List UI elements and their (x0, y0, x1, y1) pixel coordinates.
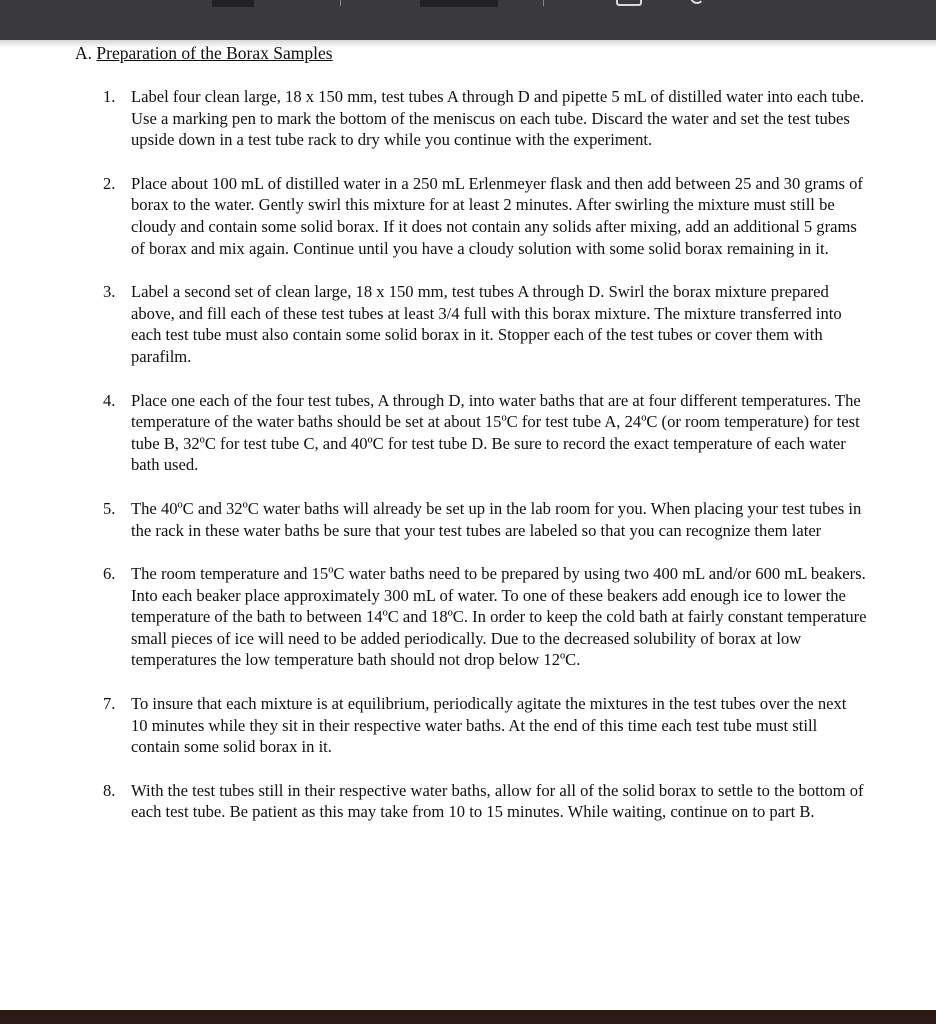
desktop-background-strip (0, 1010, 936, 1024)
procedure-step (103, 86, 867, 151)
section-heading (75, 43, 333, 64)
step-text: The room temperature and 15ºC water baths need to be prepared by using two 400 mL and/or 600 mL beakers. Into each beaker place approximately 300 mL of water. To one of these beakers add enough ice to lower the temperature of the bath to between 14ºC and 18ºC. In order to keep the cold bath at fairly constant temperature small pieces of ice will need to be added periodically. Due to the decreased solubility of borax at low temperatures the low temperature bath should not drop below 12ºC. (131, 564, 867, 670)
annotate-icon[interactable] (616, 0, 642, 6)
section-letter: A. (75, 43, 93, 63)
step-text: The 40ºC and 32ºC water baths will already be set up in the lab room for you. When placing your test tubes in the rack in these water baths be sure that your test tubes are labeled so that you can recognize them later (131, 498, 862, 540)
step-number: 8. (103, 780, 116, 800)
step-number: 5. (103, 498, 116, 518)
procedure-step (103, 693, 867, 758)
rotate-icon[interactable] (690, 0, 704, 4)
step-number: 3. (103, 282, 116, 302)
step-text: To insure that each mixture is at equilibrium, periodically agitate the mixtures in the test tubes over the next 10 minutes while they sit in their respective water baths. At the end of this time each test tube must still contain some solid borax in it. (131, 694, 847, 757)
procedure-step (103, 780, 867, 823)
step-text: Place about 100 mL of distilled water in a 250 mL Erlenmeyer flask and then add between 25 and 30 grams of borax to the water. Gently swirl this mixture for at least 2 minutes. After swirling the mixture must still be cloudy and contain some solid borax. If it does not contain any solids after mixing, add an additional 5 grams of borax and mix again. Continue until you have a cloudy solution with some solid borax remaining in it. (131, 173, 863, 258)
procedure-step (103, 281, 867, 367)
document-page (0, 40, 936, 1010)
step-text: Place one each of the four test tubes, A through D, into water baths that are at four different temperatures. The temperature of the water baths should be set at about 15ºC for test tube A, 24ºC (or room temperature) for test tube B, 32ºC for test tube C, and 40ºC for test tube D. Be sure to record the exact temperature of each water bath used. (131, 390, 861, 475)
step-text: With the test tubes still in their respective water baths, allow for all of the solid borax to settle to the bottom of each test tube. Be patient as this may take from 10 to 15 minutes. While waiting, continue on to part B. (131, 780, 864, 822)
step-text: Label a second set of clean large, 18 x 150 mm, test tubes A through D. Swirl the borax mixture prepared above, and fill each of these test tubes at least 3/4 full with this borax mixture. The mixture transferred into each test tube must also contain some solid borax in it. Stopper each of the test tubes or cover them with parafilm. (131, 282, 842, 366)
step-number: 4. (103, 390, 116, 410)
step-text: Label four clean large, 18 x 150 mm, test tubes A through D and pipette 5 mL of distilled water into each tube. Use a marking pen to mark the bottom of the meniscus on each tube. Discard the water and set the test tubes upside down in a test tube rack to dry while you continue with the experiment. (131, 87, 865, 150)
procedure-steps (103, 86, 867, 845)
step-number: 6. (103, 564, 116, 584)
section-title: Preparation of the Borax Samples (96, 43, 333, 63)
procedure-step (103, 390, 867, 476)
step-number: 1. (103, 87, 116, 106)
viewer-toolbar (0, 0, 936, 40)
procedure-step (103, 563, 867, 671)
toolbar-button[interactable] (212, 0, 254, 7)
toolbar-button[interactable] (420, 0, 498, 7)
procedure-step (103, 498, 867, 541)
procedure-step (103, 173, 867, 259)
step-number: 2. (103, 173, 116, 193)
toolbar-separator (543, 0, 544, 6)
toolbar-separator (340, 0, 341, 6)
step-number: 7. (103, 694, 116, 714)
